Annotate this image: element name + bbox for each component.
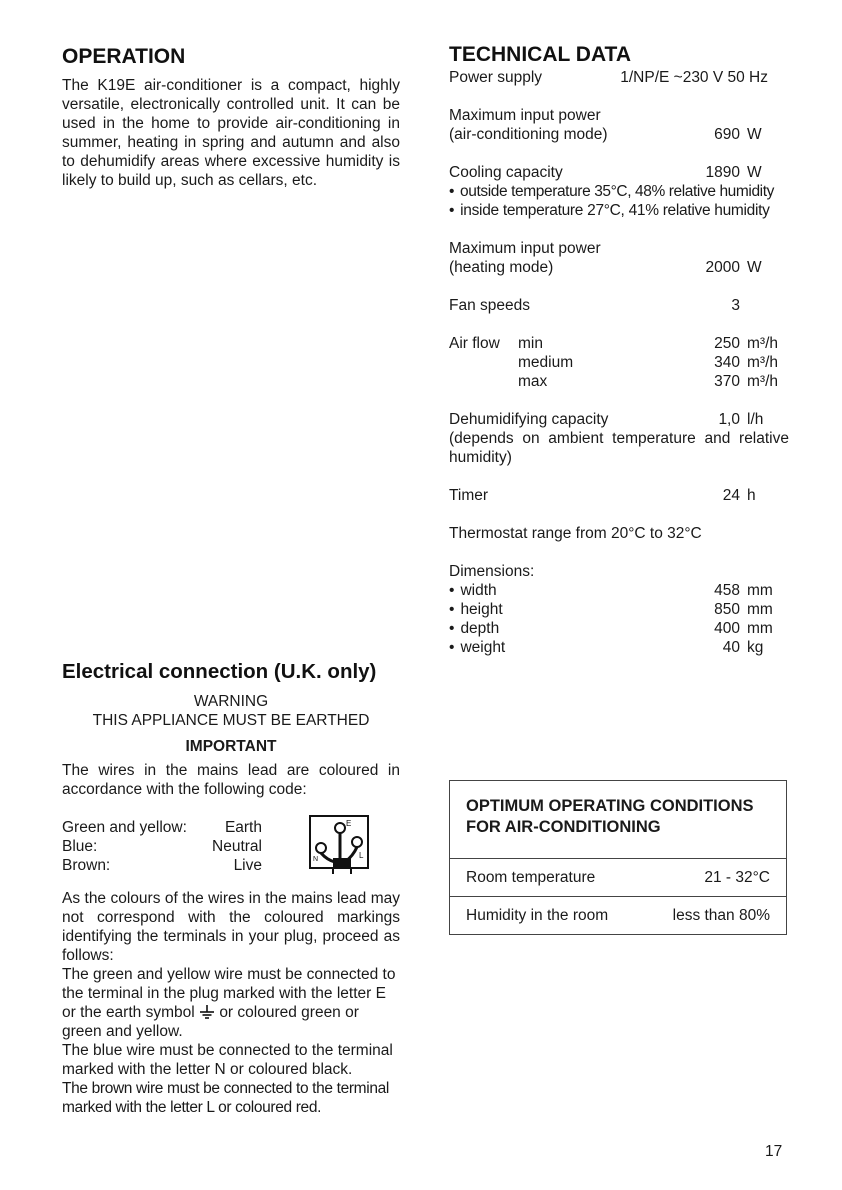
max-input-ac-row bbox=[449, 125, 789, 144]
wiring-paragraph-2 bbox=[62, 965, 400, 1041]
dimension-height-value: 850 bbox=[714, 601, 740, 618]
dimensions-label: Dimensions: bbox=[449, 563, 535, 580]
page-number: 17 bbox=[765, 1143, 783, 1160]
plug-terminal-l: L bbox=[359, 851, 364, 860]
dimension-depth-label: • depth bbox=[449, 619, 680, 638]
airflow-max-value: 370 bbox=[714, 373, 740, 390]
max-input-ac-label-1: Maximum input power bbox=[449, 107, 601, 124]
technical-data-title: TECHNICAL DATA bbox=[449, 43, 631, 66]
max-input-ac-value: 690 bbox=[714, 126, 740, 143]
dehumidifying-label: Dehumidifying capacity bbox=[449, 411, 609, 428]
conditions-row bbox=[450, 896, 786, 934]
earth-symbol-icon bbox=[199, 1005, 215, 1019]
plug-terminal-n: N bbox=[313, 856, 319, 863]
airflow-min-label: min bbox=[518, 335, 543, 352]
room-humidity-label: Humidity in the room bbox=[466, 907, 609, 924]
airflow-row bbox=[449, 353, 789, 372]
cooling-value: 1890 bbox=[705, 164, 740, 181]
cooling-row bbox=[449, 163, 789, 182]
airflow-max-unit: m³/h bbox=[747, 373, 778, 390]
wire-meaning-neutral: Neutral bbox=[212, 838, 262, 855]
optimum-conditions-box bbox=[449, 780, 787, 935]
dimension-row bbox=[449, 619, 789, 638]
operation-paragraph: The K19E air-conditioner is a compact, highly versatile, electronically controlled unit. It can be used in the home to provide air-conditioning in summer, heating in spring and autumn and also to dehumidify areas where excessive humidity is likely to build up, such as cellars, etc. bbox=[62, 77, 400, 189]
airflow-block bbox=[449, 334, 789, 391]
wiring-paragraph-3: The blue wire must be connected to the terminal marked with the letter N or coloured black. bbox=[62, 1042, 393, 1078]
timer-value: 24 bbox=[722, 487, 740, 504]
max-input-ac-unit: W bbox=[747, 126, 762, 143]
conditions-row bbox=[450, 858, 786, 896]
cooling-note-outside: • outside temperature 35°C, 48% relative humidity bbox=[449, 182, 789, 201]
wire-meaning-live: Live bbox=[233, 857, 262, 874]
power-supply-row bbox=[449, 68, 789, 87]
fan-speeds-row bbox=[449, 296, 789, 315]
dehumidifying-value: 1,0 bbox=[718, 411, 740, 428]
optimum-conditions-title-line-1: OPTIMUM OPERATING CONDITIONS bbox=[466, 797, 754, 815]
dimension-weight-value: 40 bbox=[722, 639, 740, 656]
dimension-height-label: • height bbox=[449, 600, 680, 619]
thermostat-range: Thermostat range from 20°C to 32°C bbox=[449, 525, 702, 542]
fan-speeds-value: 3 bbox=[731, 297, 740, 314]
wiring-paragraph-2b: or coloured green or green and yellow. bbox=[62, 1004, 359, 1040]
dimension-width-unit: mm bbox=[747, 582, 773, 599]
electrical-connection-title: Electrical connection (U.K. only) bbox=[62, 660, 377, 683]
timer-row bbox=[449, 486, 789, 505]
timer-label: Timer bbox=[449, 487, 489, 504]
wiring-paragraph-4: The brown wire must be connected to the terminal marked with the letter L or coloured red. bbox=[62, 1080, 389, 1116]
electrical-connection-section bbox=[62, 662, 400, 1117]
max-input-heat-value: 2000 bbox=[705, 259, 740, 276]
airflow-min-unit: m³/h bbox=[747, 335, 778, 352]
dimension-height-unit: mm bbox=[747, 601, 773, 618]
dimension-row bbox=[449, 638, 789, 657]
max-input-heat-label-2: (heating mode) bbox=[449, 259, 554, 276]
airflow-row bbox=[449, 372, 789, 391]
optimum-conditions-title bbox=[450, 781, 786, 858]
dimension-weight-label: • weight bbox=[449, 638, 680, 657]
airflow-medium-label: medium bbox=[518, 354, 574, 371]
wire-colour-green-yellow: Green and yellow: bbox=[62, 819, 187, 836]
dimension-weight-unit: kg bbox=[747, 639, 764, 656]
airflow-max-label: max bbox=[518, 373, 548, 390]
dimension-row bbox=[449, 581, 789, 600]
max-input-heat-row bbox=[449, 258, 789, 277]
dimension-depth-unit: mm bbox=[747, 620, 773, 637]
airflow-medium-unit: m³/h bbox=[747, 354, 778, 371]
wire-meaning-earth: Earth bbox=[224, 819, 262, 836]
technical-data-section bbox=[449, 45, 789, 657]
dimension-width-label: • width bbox=[449, 581, 680, 600]
cooling-note-inside: • inside temperature 27°C, 41% relative humidity bbox=[449, 201, 789, 220]
dimension-depth-value: 400 bbox=[714, 620, 740, 637]
max-input-heat-label-1: Maximum input power bbox=[449, 240, 601, 257]
wiring-paragraph-2a: The green and yellow wire must be connected to the terminal in the plug marked with the letter E or the earth symbol bbox=[62, 966, 396, 1021]
wire-colour-code bbox=[62, 818, 400, 878]
power-supply-label: Power supply bbox=[449, 69, 543, 86]
room-temperature-label: Room temperature bbox=[466, 869, 596, 886]
wiring-paragraph-1: As the colours of the wires in the mains lead may not correspond with the coloured markings identifying the terminals in your plug, proceed as follows: bbox=[62, 890, 400, 964]
cooling-label: Cooling capacity bbox=[449, 164, 563, 181]
cooling-unit: W bbox=[747, 164, 762, 181]
timer-unit: h bbox=[747, 487, 756, 504]
plug-wiring-diagram bbox=[307, 814, 377, 874]
dehumidifying-unit: l/h bbox=[747, 411, 764, 428]
power-supply-value: 1/NP/E ~230 V 50 Hz bbox=[620, 69, 768, 86]
plug-terminal-e: E bbox=[346, 819, 352, 828]
dimension-row bbox=[449, 600, 789, 619]
airflow-min-value: 250 bbox=[714, 335, 740, 352]
airflow-label: Air flow bbox=[449, 335, 500, 352]
wire-colour-row bbox=[62, 818, 262, 837]
wire-colour-intro: The wires in the mains lead are coloured in accordance with the following code: bbox=[62, 762, 400, 798]
wire-colour-brown: Brown: bbox=[62, 857, 111, 874]
optimum-conditions-title-line-2: FOR AIR-CONDITIONING bbox=[466, 818, 661, 836]
warning-line-1: WARNING bbox=[193, 693, 269, 710]
dehumidifying-note: (depends on ambient temperature and relative humidity) bbox=[449, 430, 789, 466]
warning-line-2: THIS APPLIANCE MUST BE EARTHED bbox=[92, 712, 370, 729]
wire-colour-row bbox=[62, 837, 262, 856]
max-input-heat-unit: W bbox=[747, 259, 762, 276]
max-input-ac-label-2: (air-conditioning mode) bbox=[449, 126, 608, 143]
fan-speeds-label: Fan speeds bbox=[449, 297, 530, 314]
operation-title: OPERATION bbox=[62, 45, 186, 68]
dimension-width-value: 458 bbox=[714, 582, 740, 599]
operation-section bbox=[62, 45, 400, 190]
wire-colour-row bbox=[62, 856, 262, 875]
airflow-medium-value: 340 bbox=[714, 354, 740, 371]
room-humidity-value: less than 80% bbox=[672, 907, 770, 924]
airflow-row bbox=[449, 334, 789, 353]
wire-colour-blue: Blue: bbox=[62, 838, 98, 855]
room-temperature-value: 21 - 32°C bbox=[704, 869, 770, 886]
dehumidifying-row bbox=[449, 410, 789, 429]
important-heading: IMPORTANT bbox=[185, 738, 277, 755]
